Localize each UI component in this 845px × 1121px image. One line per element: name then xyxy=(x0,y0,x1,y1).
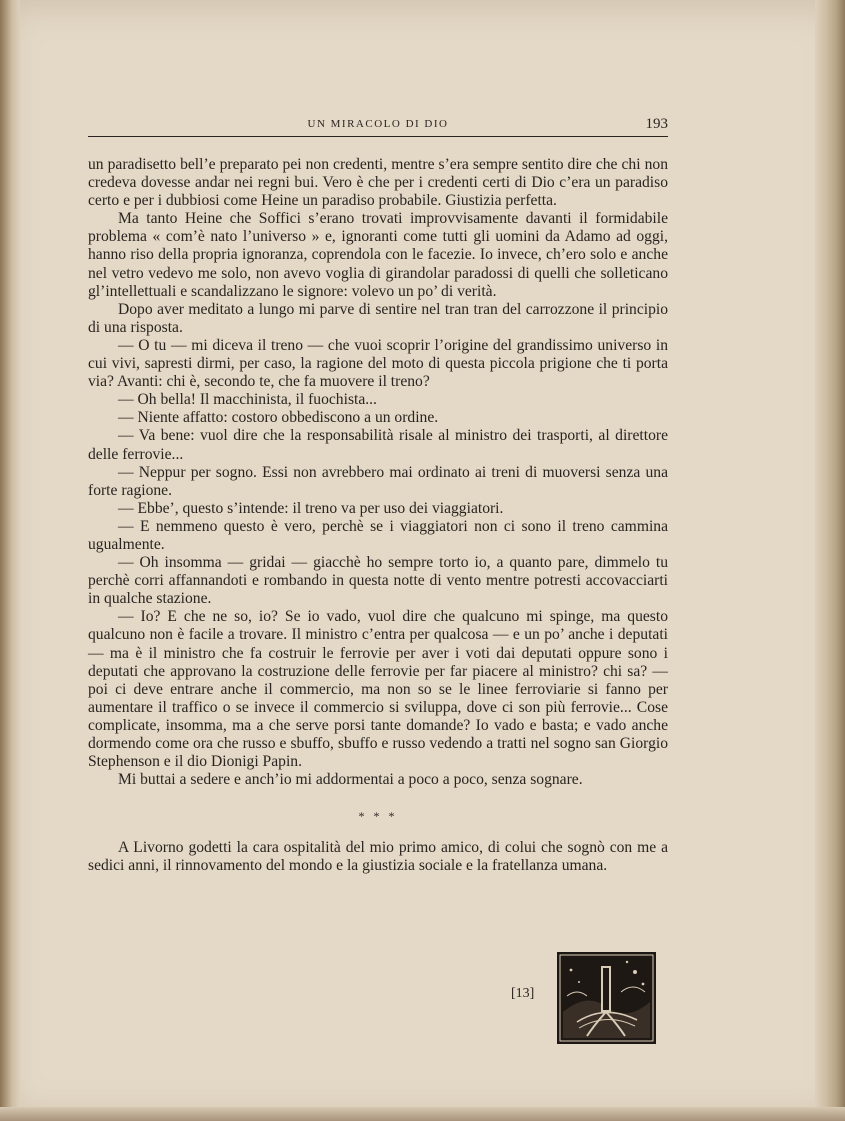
paragraph: Mi buttai a sedere e anch’io mi addormentai a poco a poco, senza sognare. xyxy=(118,771,583,789)
page-number: 193 xyxy=(645,116,668,132)
signature-mark: [13] xyxy=(511,986,535,1001)
dialogue-paragraph: — Oh bella! Il macchinista, il fuochista... xyxy=(118,391,377,409)
page-bottom-edge xyxy=(0,1107,845,1121)
section-separator: * * * xyxy=(358,809,398,824)
dialogue-paragraph: — Io? E che ne so, io? Se io vado, vuol dire che qualcuno mi spinge, ma questo qualcuno non è facile a trovare. Il ministro c’entra per qualcosa — e un po’ anche i deputati — ma è il ministro che fa costruir le ferrovie per aver i voti dai deputati oppure sono i deputati che approvano la costruzione delle ferrovie per far piacere al ministro? chi sa? — poi ci deve entrare anche il commercio, ma non so se le linee ferroviarie si fanno per aumentare il traffico o se invece il commercio si sviluppa, dove ci son più ferrovie... Cose complicate, insomma, ma a che serve porsi tante domande? Io vado e basta; e vado anche dormendo come ora che russo e sbuffo, sbuffo e russo vedendo a tratti nel sogno san Giorgio Stephenson e il dio Dionigi Papin. xyxy=(88,608,668,771)
dialogue-paragraph: — Va bene: vuol dire che la responsabilità risale al ministro dei trasporti, al direttore delle ferrovie... xyxy=(88,427,668,463)
dialogue-paragraph: — O tu — mi diceva il treno — che vuoi scoprir l’origine del grandissimo universo in cui vivi, sapresti dirmi, per caso, la ragione del moto di questa piccola prigione che ti porta via? Avanti: chi è, secondo te, che fa muovere il treno? xyxy=(88,336,668,391)
woodcut-vignette-icon xyxy=(557,952,656,1044)
page-fore-edge xyxy=(815,0,845,1121)
paragraph: Dopo aver meditato a lungo mi parve di sentire nel tran tran del carrozzone il principio di una risposta. xyxy=(88,300,668,336)
paragraph: Ma tanto Heine che Soffici s’erano trovati improvvisamente davanti il formidabile problema « com’è nato l’universo » e, ignoranti come tutti gli uomini da Adamo ad oggi, hanno riso della propria ignoranza, coprendola con le facezie. Io invece, ch’ero solo e anche nel vetro vedevo me solo, non avevo voglia di girandolar paradossi di quelli che solleticano gl’intellettuali e scandalizzano le signore: volevo un po’ di verità. xyxy=(88,210,668,300)
page-binding-edge xyxy=(0,0,20,1121)
running-title: UN MIRACOLO DI DIO xyxy=(307,118,449,130)
closing-paragraph: A Livorno godetti la cara ospitalità del mio primo amico, di colui che sognò con me a sedici anni, il rinnovamento del mondo e la giustizia sociale e la fratellanza umana. xyxy=(88,839,668,875)
dialogue-paragraph: — Niente affatto: costoro obbediscono a un ordine. xyxy=(118,409,439,427)
page-header xyxy=(88,116,668,137)
paragraph: un paradisetto bell’e preparato pei non credenti, mentre s’era sempre sentito dire che chi non credeva dovesse andar nei regni bui. Vero è che per i credenti certi di Dio c’era un paradiso certo e per i dubbiosi come Heine un paradiso probabile. Giustizia perfetta. xyxy=(88,156,668,210)
body-text xyxy=(88,156,668,876)
dialogue-paragraph: — E nemmeno questo è vero, perchè se i viaggiatori non ci sono il treno cammina ugualmente. xyxy=(88,517,668,553)
dialogue-paragraph: — Oh insomma — gridai — giacchè ho sempre torto io, a quanto pare, dimmelo tu perchè corri affannandoti e rombando in questa notte di vento mentre potresti accovacciarti in qualche stazione. xyxy=(88,554,668,608)
dialogue-paragraph: — Ebbe’, questo s’intende: il treno va per uso dei viaggiatori. xyxy=(118,499,504,517)
dialogue-paragraph: — Neppur per sogno. Essi non avrebbero mai ordinato ai treni di muoversi senza una forte ragione. xyxy=(88,463,668,499)
